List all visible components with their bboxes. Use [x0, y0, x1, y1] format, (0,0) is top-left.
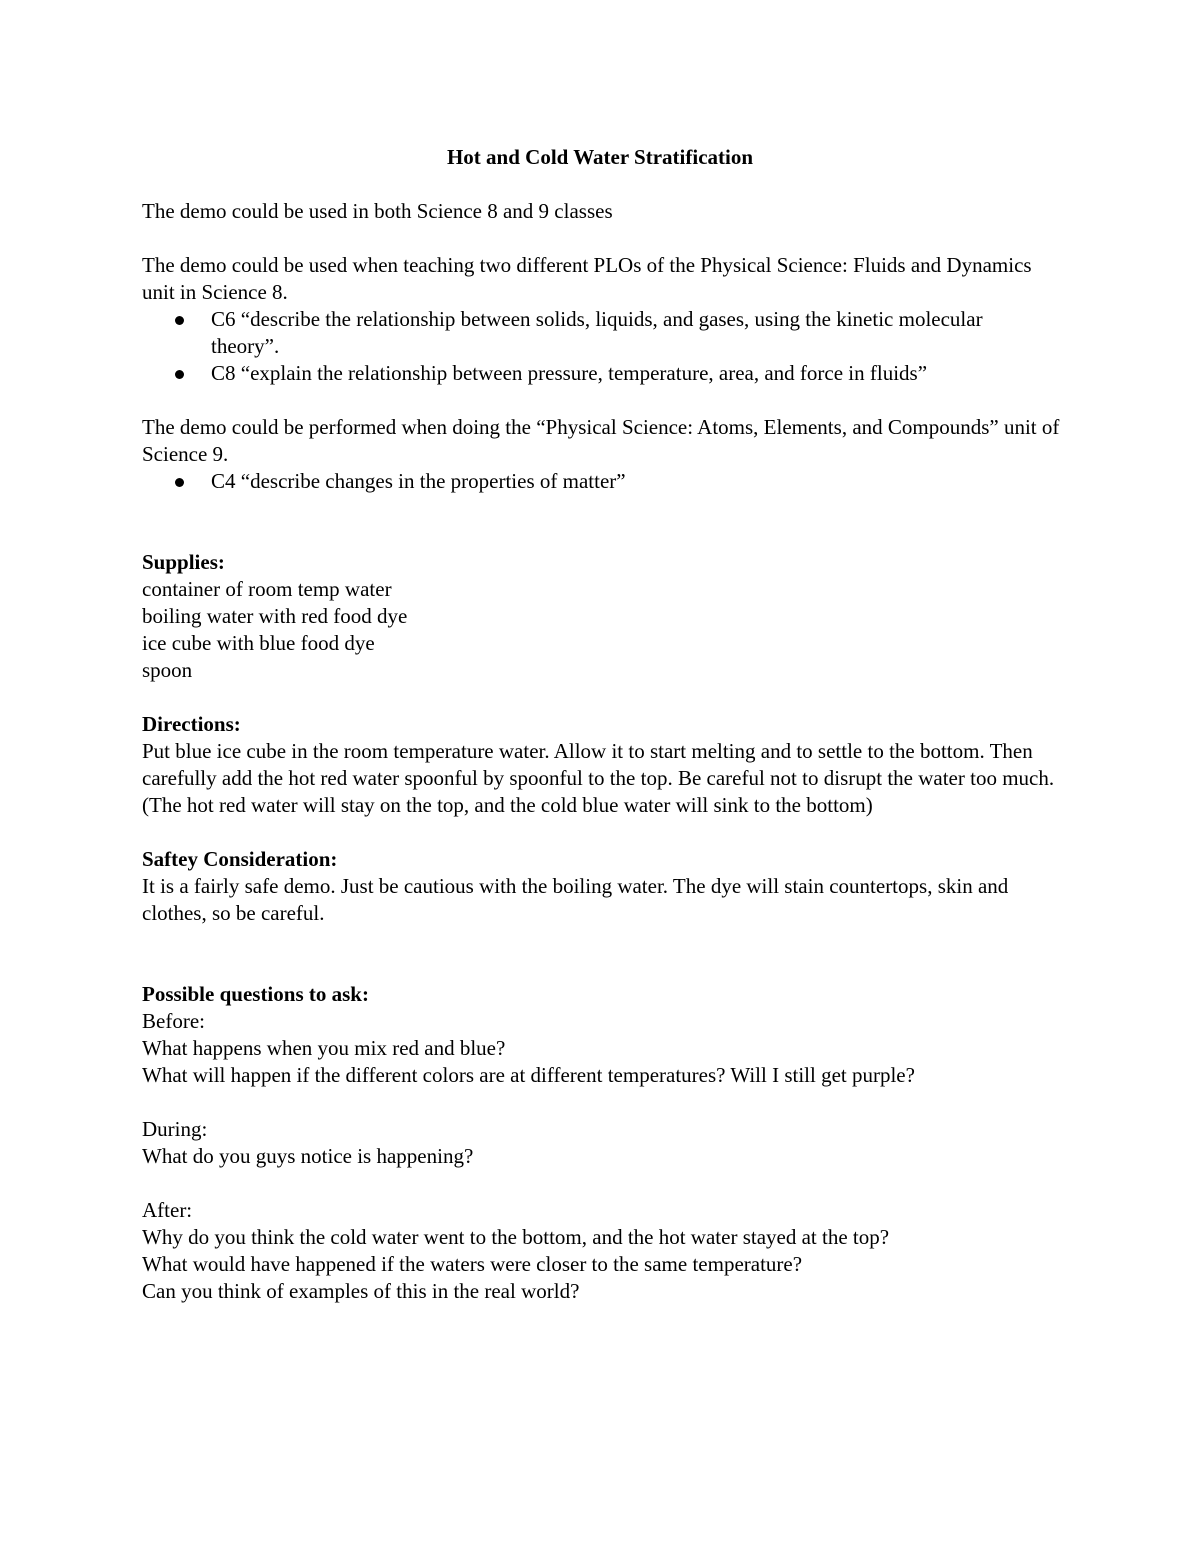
- intro-paragraph-classes: The demo could be used in both Science 8 and 9 classes: [142, 199, 613, 223]
- bullet-icon: [175, 370, 184, 379]
- list-item: [142, 468, 1062, 495]
- bullet-icon: [175, 316, 184, 325]
- question-item: Can you think of examples of this in the real world?: [142, 1279, 580, 1303]
- questions-heading: Possible questions to ask:: [142, 982, 369, 1006]
- supplies-heading: Supplies:: [142, 550, 225, 574]
- plo-c4: C4 “describe changes in the properties of matter”: [211, 469, 626, 493]
- list-item: [142, 306, 1062, 360]
- science9-plo-list: [142, 468, 1062, 495]
- after-label: After:: [142, 1198, 193, 1222]
- directions-heading: Directions:: [142, 712, 241, 736]
- bullet-icon: [175, 478, 184, 487]
- supply-item: ice cube with blue food dye: [142, 631, 375, 655]
- intro-paragraph-science8: The demo could be used when teaching two different PLOs of the Physical Science: Fluids and Dynamics unit in Science 8.: [142, 253, 1032, 304]
- question-item: What would have happened if the waters were closer to the same temperature?: [142, 1252, 803, 1276]
- safety-heading: Saftey Consideration:: [142, 847, 338, 871]
- question-item: What will happen if the different colors are at different temperatures? Will I still get purple?: [142, 1063, 915, 1087]
- science8-plo-list: [142, 306, 1062, 387]
- list-item: [142, 360, 1062, 387]
- plo-c6: C6 “describe the relationship between solids, liquids, and gases, using the kinetic molecular theory”.: [211, 307, 983, 358]
- safety-text: It is a fairly safe demo. Just be cautious with the boiling water. The dye will stain countertops, skin and clothes, so be careful.: [142, 874, 1009, 925]
- document-body: [142, 144, 1062, 1305]
- question-item: What happens when you mix red and blue?: [142, 1036, 506, 1060]
- before-label: Before:: [142, 1009, 205, 1033]
- supply-item: container of room temp water: [142, 577, 392, 601]
- question-item: What do you guys notice is happening?: [142, 1144, 474, 1168]
- supply-item: spoon: [142, 658, 193, 682]
- supply-item: boiling water with red food dye: [142, 604, 408, 628]
- plo-c8: C8 “explain the relationship between pressure, temperature, area, and force in fluids”: [211, 361, 928, 385]
- intro-paragraph-science9: The demo could be performed when doing the “Physical Science: Atoms, Elements, and Compounds” unit of Science 9.: [142, 415, 1060, 466]
- directions-text: Put blue ice cube in the room temperature water. Allow it to start melting and to settle to the bottom. Then carefully add the hot red water spoonful by spoonful to the top. Be careful not to disrupt the water too much. (The hot red water will stay on the top, and the cold blue water will sink to the bottom): [142, 739, 1055, 817]
- question-item: Why do you think the cold water went to the bottom, and the hot water stayed at the top?: [142, 1225, 890, 1249]
- document-title: Hot and Cold Water Stratification: [446, 145, 754, 169]
- during-label: During:: [142, 1117, 208, 1141]
